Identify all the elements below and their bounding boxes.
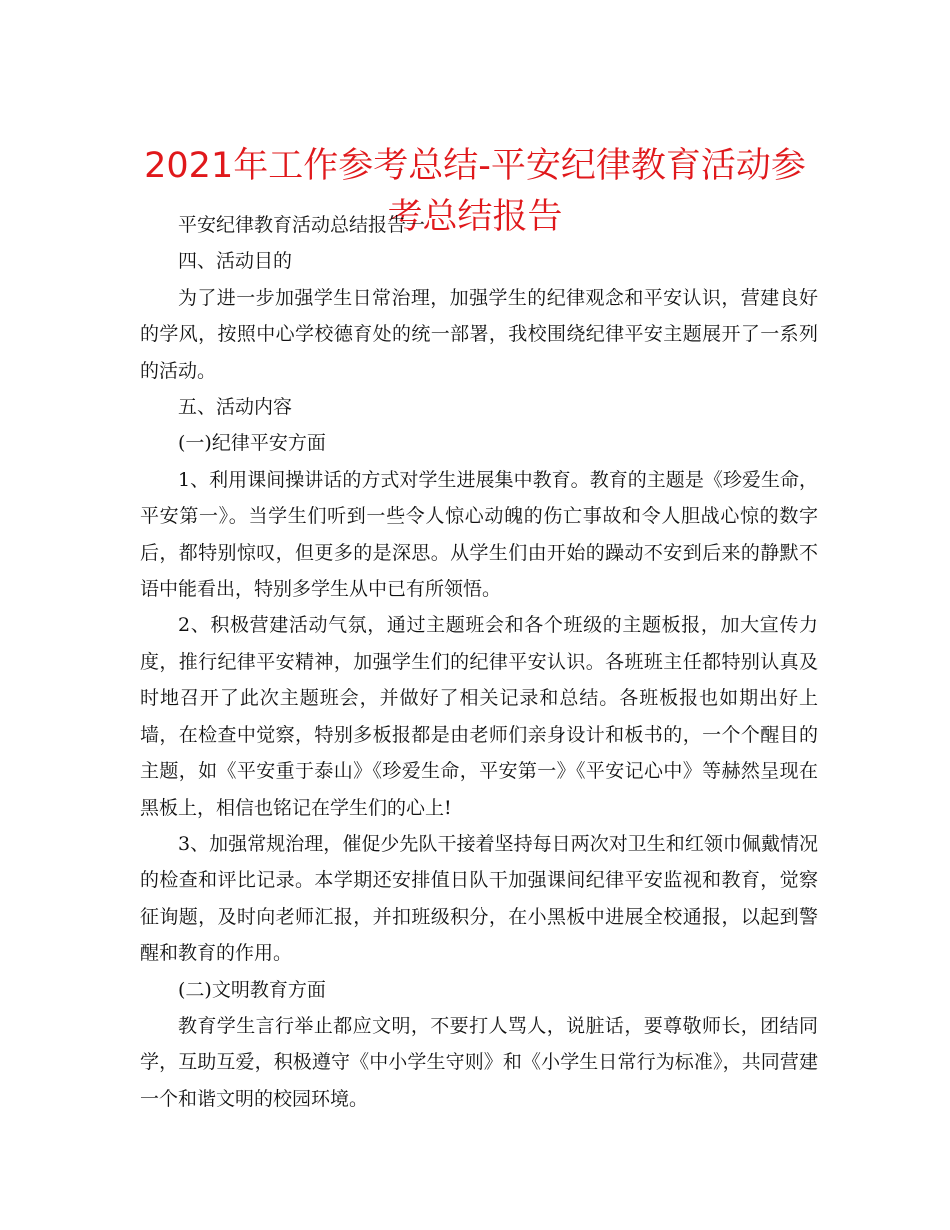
document-title: 2021年工作参考总结-平安纪律教育活动参考总结报告 xyxy=(144,146,806,238)
paragraph-purpose: 为了进一步加强学生日常治理，加强学生的纪律观念和平安认识，营建良好的学风，按照中心学校德育处的统一部署，我校围绕纪律平安主题展开了一系列的活动。 xyxy=(140,286,818,382)
subheading-discipline-safety: (一)纪律平安方面 xyxy=(178,432,326,455)
paragraph-subtitle: 平安纪律教育活动总结报告一 xyxy=(178,214,426,236)
heading-activity-purpose: 四、活动目的 xyxy=(178,250,293,273)
heading-activity-content: 五、活动内容 xyxy=(178,396,293,419)
paragraph-item-2: 2、积极营建活动气氛，通过主题班会和各个班级的主题板报，加大宣传力度，推行纪律平安精神，加强学生们的纪律平安认识。各班班主任都特别认真及时地召开了此次主题班会，并做好了相关记录和总结。各班板报也如期出好上墙，在检查中觉察，特别多板报都是由老师们亲身设计和板书的，一个个醒目的主题，如《平安重于泰山》《珍爱生命，平安第一》《平安记心中》等赫然呈现在黑板上，相信也铭记在学生们的心上! xyxy=(140,614,818,819)
paragraph-civility: 教育学生言行举止都应文明，不要打人骂人，说脏话，要尊敬师长，团结同学，互助互爱，积极遵守《中小学生守则》和《小学生日常行为标准》，共同营建一个和谐文明的校园环境。 xyxy=(140,1014,818,1110)
document-body xyxy=(140,207,818,1117)
paragraph-item-3: 3、加强常规治理，催促少先队干接着坚持每日两次对卫生和红领巾佩戴情况的检查和评比记录。本学期还安排值日队干加强课间纪律平安监视和教育，觉察征询题，及时向老师汇报，并扣班级积分，在小黑板中进展全校通报，以起到警醒和教育的作用。 xyxy=(140,832,818,965)
paragraph-item-1: 1、利用课间操讲话的方式对学生进展集中教育。教育的主题是《珍爱生命，平安第一》。当学生们听到一些令人惊心动魄的伤亡事故和令人胆战心惊的数字后，都特别惊叹，但更多的是深思。从学生们由开始的躁动不安到后来的静默不语中能看出，特别多学生从中已有所领悟。 xyxy=(140,468,818,601)
subheading-civility-education: (二)文明教育方面 xyxy=(178,978,326,1001)
